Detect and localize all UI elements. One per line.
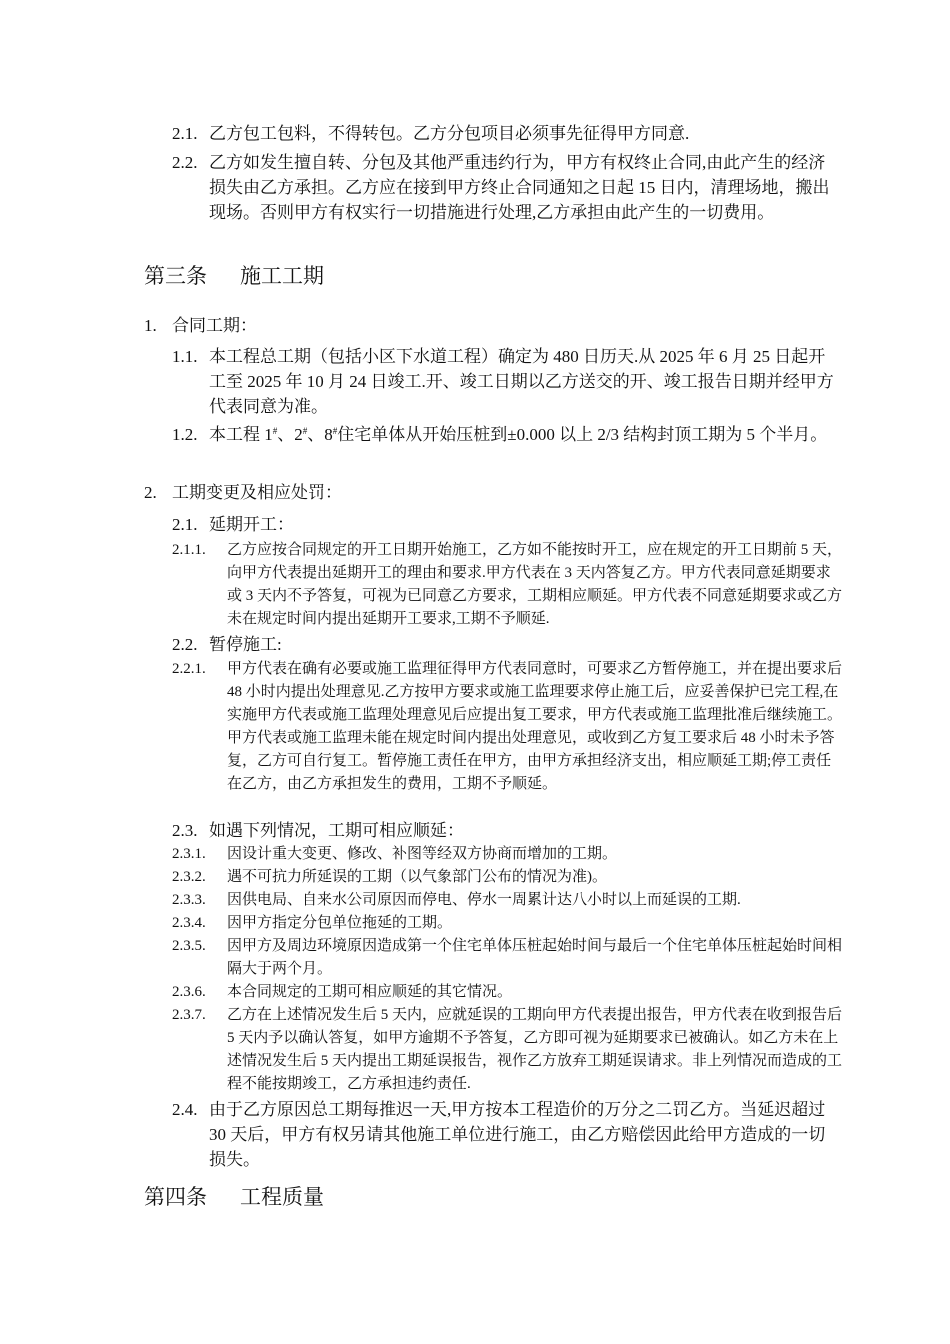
clause-number: 2.3.2. xyxy=(172,869,206,885)
clause-number: 2.3.4. xyxy=(172,915,206,931)
clause-text: 因供电局、自来水公司原因而停电、停水一周累计达八小时以上而延误的工期. xyxy=(227,892,741,908)
clause-text: 如遇下列情况，工期可相应顺延： xyxy=(209,821,464,840)
clause-text: 乙方应按合同规定的开工日期开始施工，乙方如不能按时开工，应在规定的开工日期前 5 天，向甲方代表提出延期开工的理由和要求.甲方代表在 3 天内答复乙方。甲方代表同意延期要求或 3 天内不予答复，可视为已同意乙方要求，工期相应顺延。甲方代表不同意延期要求或乙方未在规定时间内提出延期开工要求,工期不予顺延. xyxy=(227,542,843,627)
clause-2-2-1 xyxy=(172,658,842,796)
unit-mark: # xyxy=(332,426,338,436)
clause-number: 2.1.1. xyxy=(172,542,206,558)
clause-2-3-2 xyxy=(172,866,842,889)
unit-mark: # xyxy=(272,426,278,436)
clause-2-3-4 xyxy=(172,912,842,935)
clause-text: 乙方在上述情况发生后 5 天内，应就延误的工期向甲方代表提出报告，甲方代表在收到报告后 5 天内予以确认答复，如甲方逾期不予答复，乙方即可视为延期要求已被确认。如乙方未在上述情况发生后 5 天内提出工期延误报告，视作乙方放弃工期延误请求。非上列情况而造成的工程不能按期竣工，乙方承担违约责任. xyxy=(227,1007,843,1092)
clause-text: 暂停施工: xyxy=(209,635,282,654)
clause-2-3 xyxy=(172,818,842,843)
clause-number: 2.3.6. xyxy=(172,984,206,1000)
section-number: 2. xyxy=(144,483,157,502)
clause-text: 因设计重大变更、修改、补图等经双方协商而增加的工期。 xyxy=(227,846,618,862)
clause-text: 乙方包工包料，不得转包。乙方分包项目必须事先征得甲方同意. xyxy=(209,124,690,143)
article-number: 第三条 xyxy=(144,265,207,288)
clause-text: 遇不可抗力所延误的工期（以气象部门公布的情况为准)。 xyxy=(227,869,607,885)
clause-number: 2.3.7. xyxy=(172,1007,206,1023)
clause-number: 2.3.3. xyxy=(172,892,206,908)
clause-2-3-6 xyxy=(172,981,842,1004)
clause-text: 因甲方指定分包单位拖延的工期。 xyxy=(227,915,453,931)
article-title: 施工工期 xyxy=(240,265,324,288)
clause-text: 由于乙方原因总工期每推迟一天,甲方按本工程造价的万分之二罚乙方。当延迟超过 30 天后，甲方有权另请其他施工单位进行施工，由乙方赔偿因此给甲方造成的一切损失。 xyxy=(209,1100,826,1169)
clause-number: 2.2. xyxy=(172,153,198,172)
clause-number: 2.1. xyxy=(172,515,198,534)
section-number: 1. xyxy=(144,316,157,335)
section-text: 工期变更及相应处罚： xyxy=(172,483,342,502)
clause-1-2 xyxy=(172,422,842,447)
article-number: 第四条 xyxy=(144,1186,207,1209)
clause-number: 2.2.1. xyxy=(172,661,206,677)
clause-2-1-delay xyxy=(172,512,842,537)
clause-2-2-pause xyxy=(172,632,842,657)
clause-text: 延期开工： xyxy=(209,515,294,534)
clause-1-1 xyxy=(172,344,842,419)
clause-2-3-3 xyxy=(172,889,842,912)
clause-number: 2.1. xyxy=(172,124,198,143)
clause-2-3-7 xyxy=(172,1004,842,1096)
clause-2-3-1 xyxy=(172,843,842,866)
clause-number: 1.2. xyxy=(172,425,198,444)
clause-number: 1.1. xyxy=(172,347,198,366)
clause-text: 乙方如发生擅自转、分包及其他严重违约行为，甲方有权终止合同,由此产生的经济损失由乙方承担。乙方应在接到甲方终止合同通知之日起 15 日内，清理场地，搬出现场。否则甲方有权实行一切措施进行处理,乙方承担由此产生的一切费用。 xyxy=(209,153,830,222)
clause-number: 2.3. xyxy=(172,821,198,840)
article-4-heading xyxy=(144,1184,324,1212)
clause-number: 2.4. xyxy=(172,1100,198,1119)
clause-2-1-1 xyxy=(172,539,842,631)
clause-text: 甲方代表在确有必要或施工监理征得甲方代表同意时，可要求乙方暂停施工，并在提出要求后 48 小时内提出处理意见.乙方按甲方要求或施工监理要求停止施工后，应妥善保护已完工程,在实施甲方代表或施工监理处理意见后应提出复工要求，甲方代表或施工监理批准后继续施工。甲方代表或施工监理未能在规定时间内提出处理意见，或收到乙方复工要求后 48 小时未予答复，乙方可自行复工。暂停施工责任在甲方，由甲方承担经济支出，相应顺延工期;停工责任在乙方，由乙方承担发生的费用，工期不予顺延。 xyxy=(227,661,843,792)
section-1 xyxy=(144,313,844,338)
clause-text: 本合同规定的工期可相应顺延的其它情况。 xyxy=(227,984,513,1000)
clause-text: 本工程总工期（包括小区下水道工程）确定为 480 日历天.从 2025 年 6 月 25 日起开工至 2025 年 10 月 24 日竣工.开、竣工日期以乙方送交的开、竣工报告日期并经甲方代表同意为准。 xyxy=(209,347,834,416)
section-text: 合同工期： xyxy=(172,316,257,335)
clause-2-2 xyxy=(172,150,842,225)
clause-number: 2.3.5. xyxy=(172,938,206,954)
section-2 xyxy=(144,480,844,505)
clause-2-4 xyxy=(172,1097,842,1172)
clause-text: 因甲方及周边环境原因造成第一个住宅单体压桩起始时间与最后一个住宅单体压桩起始时间相隔大于两个月。 xyxy=(227,938,843,977)
clause-text: 本工程 1#、2#、8#住宅单体从开始压桩到±0.000 以上 2/3 结构封顶工期为 5 个半月。 xyxy=(209,425,828,444)
clause-2-1 xyxy=(172,121,842,146)
clause-number: 2.3.1. xyxy=(172,846,206,862)
clause-number: 2.2. xyxy=(172,635,198,654)
unit-mark: # xyxy=(302,426,308,436)
article-title: 工程质量 xyxy=(240,1186,324,1209)
article-3-heading xyxy=(144,263,324,291)
clause-2-3-5 xyxy=(172,935,842,981)
